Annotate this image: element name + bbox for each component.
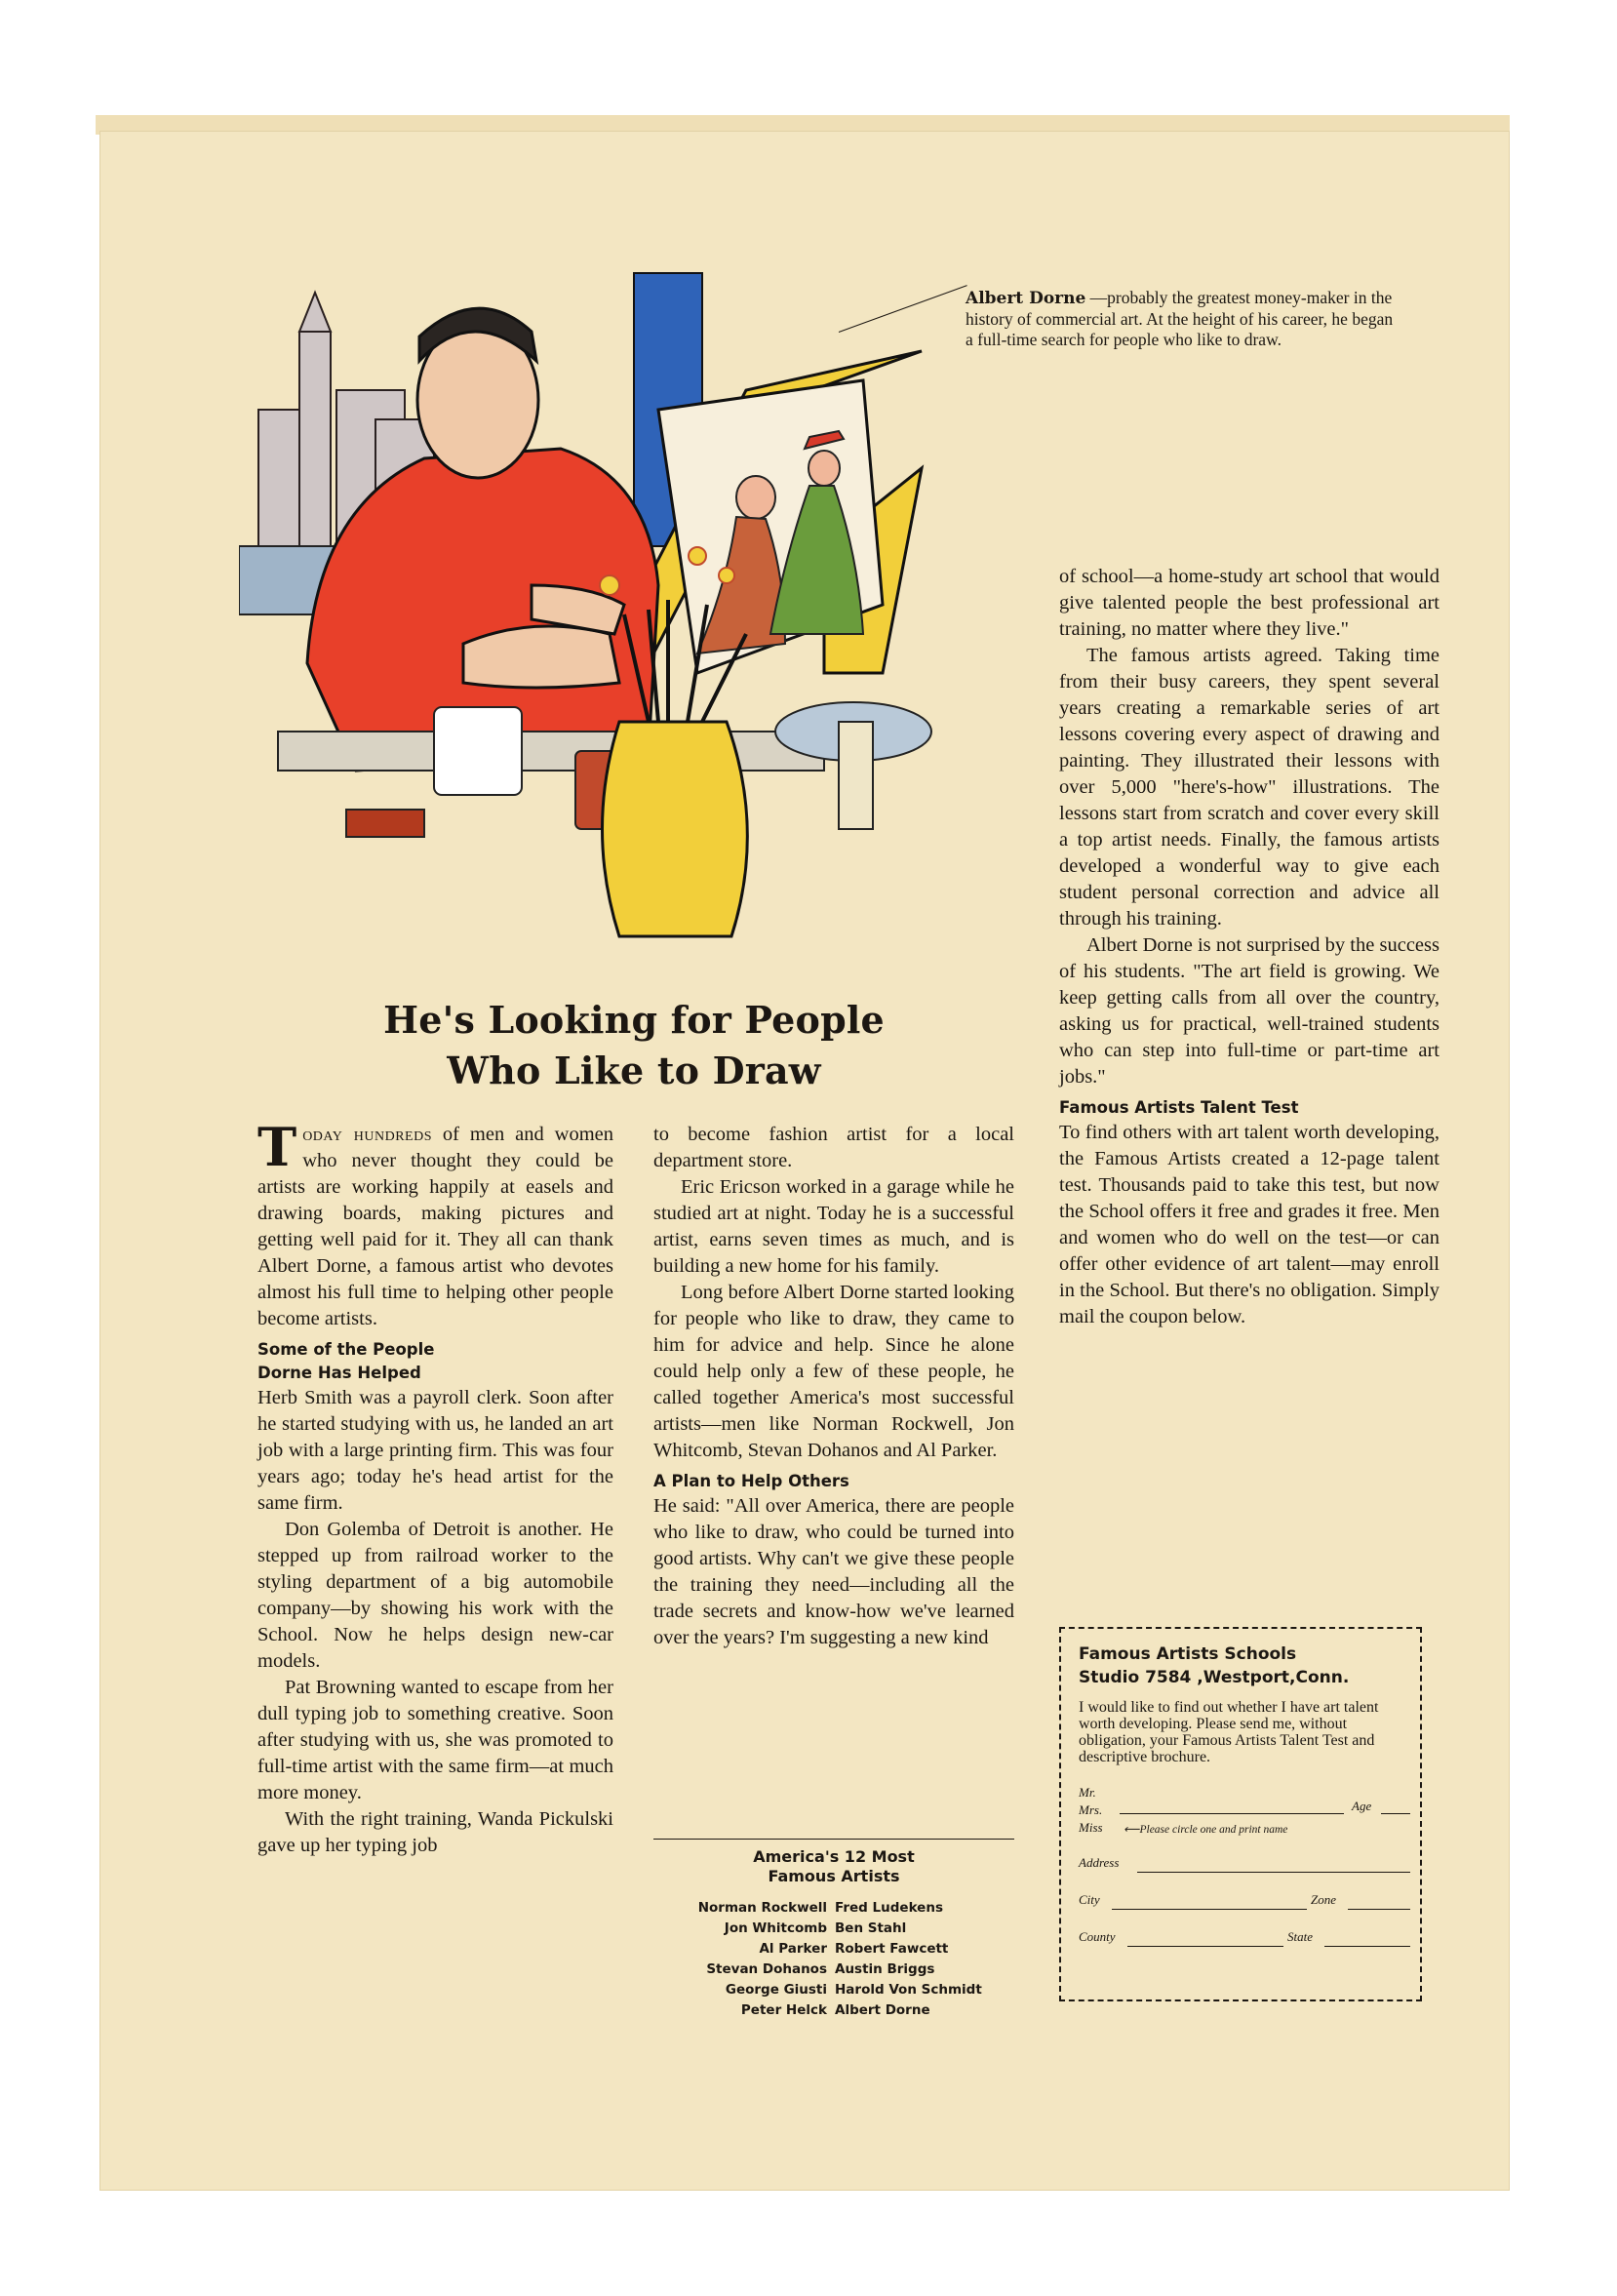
column-1 (257, 1116, 613, 1859)
mail-coupon (1059, 1627, 1422, 2001)
artist-name: Austin Briggs (835, 1961, 935, 1977)
column-2 (653, 1122, 1014, 1651)
subhead-people-line2: Dorne Has Helped (257, 1364, 421, 1382)
county-state-field[interactable] (1079, 1925, 1406, 1949)
address-field[interactable] (1079, 1851, 1406, 1875)
headline-line-1: He's Looking for People (383, 998, 885, 1042)
name-line (1120, 1813, 1344, 1814)
drop-cap: T (257, 1116, 297, 1178)
city-zone-field[interactable] (1079, 1888, 1406, 1912)
list-title-line1: America's 12 Most (753, 1847, 915, 1866)
paragraph-herb-smith: Herb Smith was a payroll clerk. Soon after he started studying with us, he landed an art job with a large printing firm. This was four years ago; today he's head artist for the same firm. (257, 1387, 613, 1514)
circle-note: ⟵Please circle one and print name (1124, 1824, 1288, 1836)
paragraph-talent-test: To find others with art talent worth developing, the Famous Artists created a 12-page talent test. Thousands paid to take this test, but now the School offers it free and grades it free. Men and women who do well on the test—or can offer other evidence of art talent—may enroll in the School. But there's no obligation. Simply mail the coupon below. (1059, 1122, 1440, 1327)
caption-text: —probably the greatest money-maker in the history of commercial art. At the height of his career, he began a full-time search for people who like to draw. (966, 288, 1394, 349)
artist-name: Al Parker (759, 1941, 827, 1957)
paragraph-long-before: Long before Albert Dorne started looking for people who like to draw, they came to him for advice and help. Since he alone could help only a few of these people, he called together America's most successful artists—men like Norman Rockwell, Jon Whitcomb, Stevan Dohanos and Al Parker. (653, 1282, 1014, 1461)
intro-smallcaps: oday hundreds (302, 1124, 432, 1145)
paragraph-fashion: to become fashion artist for a local department store. (653, 1124, 1014, 1171)
artist-name: Albert Dorne (835, 2002, 930, 2018)
artist-name: Peter Helck (740, 2002, 827, 2018)
zone-label: Zone (1311, 1892, 1336, 1907)
subhead-talent-test: Famous Artists Talent Test (1059, 1098, 1299, 1117)
artist-illustration (239, 263, 1000, 985)
paragraph-school: of school—a home-study art school that would give talented people the best professional art training, no matter where they live." (1059, 566, 1440, 640)
county-label: County (1079, 1929, 1116, 1944)
address-label: Address (1079, 1855, 1120, 1870)
artist-name: Harold Von Schmidt (835, 1982, 982, 1998)
yellow-jar (603, 722, 748, 936)
illustration-caption (966, 288, 1395, 350)
table (278, 732, 824, 771)
miss-label: Miss (1079, 1820, 1103, 1835)
artist-name: Norman Rockwell (697, 1900, 827, 1916)
subhead-plan: A Plan to Help Others (653, 1472, 849, 1490)
city-label: City (1079, 1892, 1100, 1907)
paragraph-don-golemba: Don Golemba of Detroit is another. He stepped up from railroad worker to the styling department of a big automobile company—by showing his work with the School. Now he helps design new-car models. (257, 1519, 613, 1672)
paragraph-eric-ericson: Eric Ericson worked in a garage while he studied art at night. Today he is a successful artist, earns seven times as much, and is building a new home for his family. (653, 1176, 1014, 1277)
artist-name: Jon Whitcomb (724, 1920, 827, 1936)
list-title-line2: Famous Artists (768, 1867, 900, 1885)
tall-bottle (839, 722, 873, 829)
page-headline (322, 995, 946, 1096)
intro-paragraph (257, 1116, 613, 1332)
paragraph-not-surprised: Albert Dorne is not surprised by the success of his students. "The art field is growing. We keep getting calls from all over the country, asking us for practical, well-trained students who can step into full-time or part-time art jobs." (1059, 934, 1440, 1088)
age-line (1381, 1813, 1410, 1814)
age-label: Age (1352, 1799, 1372, 1813)
artist-name: Stevan Dohanos (706, 1961, 827, 1977)
mrs-label: Mrs. (1079, 1802, 1103, 1817)
artist-name: Fred Ludekens (835, 1900, 943, 1916)
paragraph-he-said: He said: "All over America, there are people who like to draw, who could be turned into good artists. Why can't we give these people the training they need—including all the trade secrets and know-how we've learned over the years? I'm suggesting a new kind (653, 1495, 1014, 1648)
coupon-body: I would like to find out whether I have art talent worth developing. Please send me, without obligation, your Famous Artists Talent Test and descriptive brochure. (1079, 1699, 1379, 1765)
intro-text: of men and women who never thought they could be artists are working happily at easels and drawing boards, making pictures and getting well paid for it. They all can thank Albert Dorne, a famous artist who devotes almost his full time to helping other people become artists. (257, 1124, 613, 1329)
name-field[interactable] (1079, 1783, 1406, 1838)
coupon-school-name: Famous Artists Schools (1079, 1644, 1297, 1664)
address-line (1137, 1872, 1410, 1873)
paragraph-artists-agreed: The famous artists agreed. Taking time from their busy careers, they spent several years creating a remarkable series of art lessons covering every aspect of drawing and painting. They illustrated their lessons with over 5,000 "here's-how" illustrations. The lessons start from scratch and cover every skill a top artist needs. Finally, the famous artists developed a wonderful way to give each student personal correction and advice all through his training. (1059, 645, 1440, 930)
coupon-address-line: Studio 7584 ,Westport,Conn. (1079, 1668, 1350, 1687)
famous-artists-list (653, 1839, 1014, 2021)
artist-name: Ben Stahl (835, 1920, 907, 1936)
state-line (1324, 1946, 1410, 1947)
zone-line (1348, 1909, 1410, 1910)
subhead-people-line1: Some of the People (257, 1340, 435, 1359)
list-divider (653, 1839, 1014, 1840)
mr-label: Mr. (1079, 1785, 1096, 1800)
artist-man (307, 308, 658, 771)
county-line (1127, 1946, 1283, 1947)
city-line (1112, 1909, 1307, 1910)
artists-grid (653, 1898, 1014, 2021)
state-label: State (1287, 1929, 1313, 1944)
artist-name: Robert Fawcett (835, 1941, 949, 1957)
caption-name: Albert Dorne (966, 289, 1086, 308)
paragraph-wanda: With the right training, Wanda Pickulski gave up her typing job (257, 1808, 613, 1856)
paragraph-pat-browning: Pat Browning wanted to escape from her dull typing job to something creative. Soon after studying with us, she was promoted to full-time artist with the same firm—at much more money. (257, 1677, 613, 1803)
artist-name: George Giusti (725, 1982, 827, 1998)
headline-line-2: Who Like to Draw (447, 1049, 821, 1092)
column-3 (1059, 564, 1440, 1330)
